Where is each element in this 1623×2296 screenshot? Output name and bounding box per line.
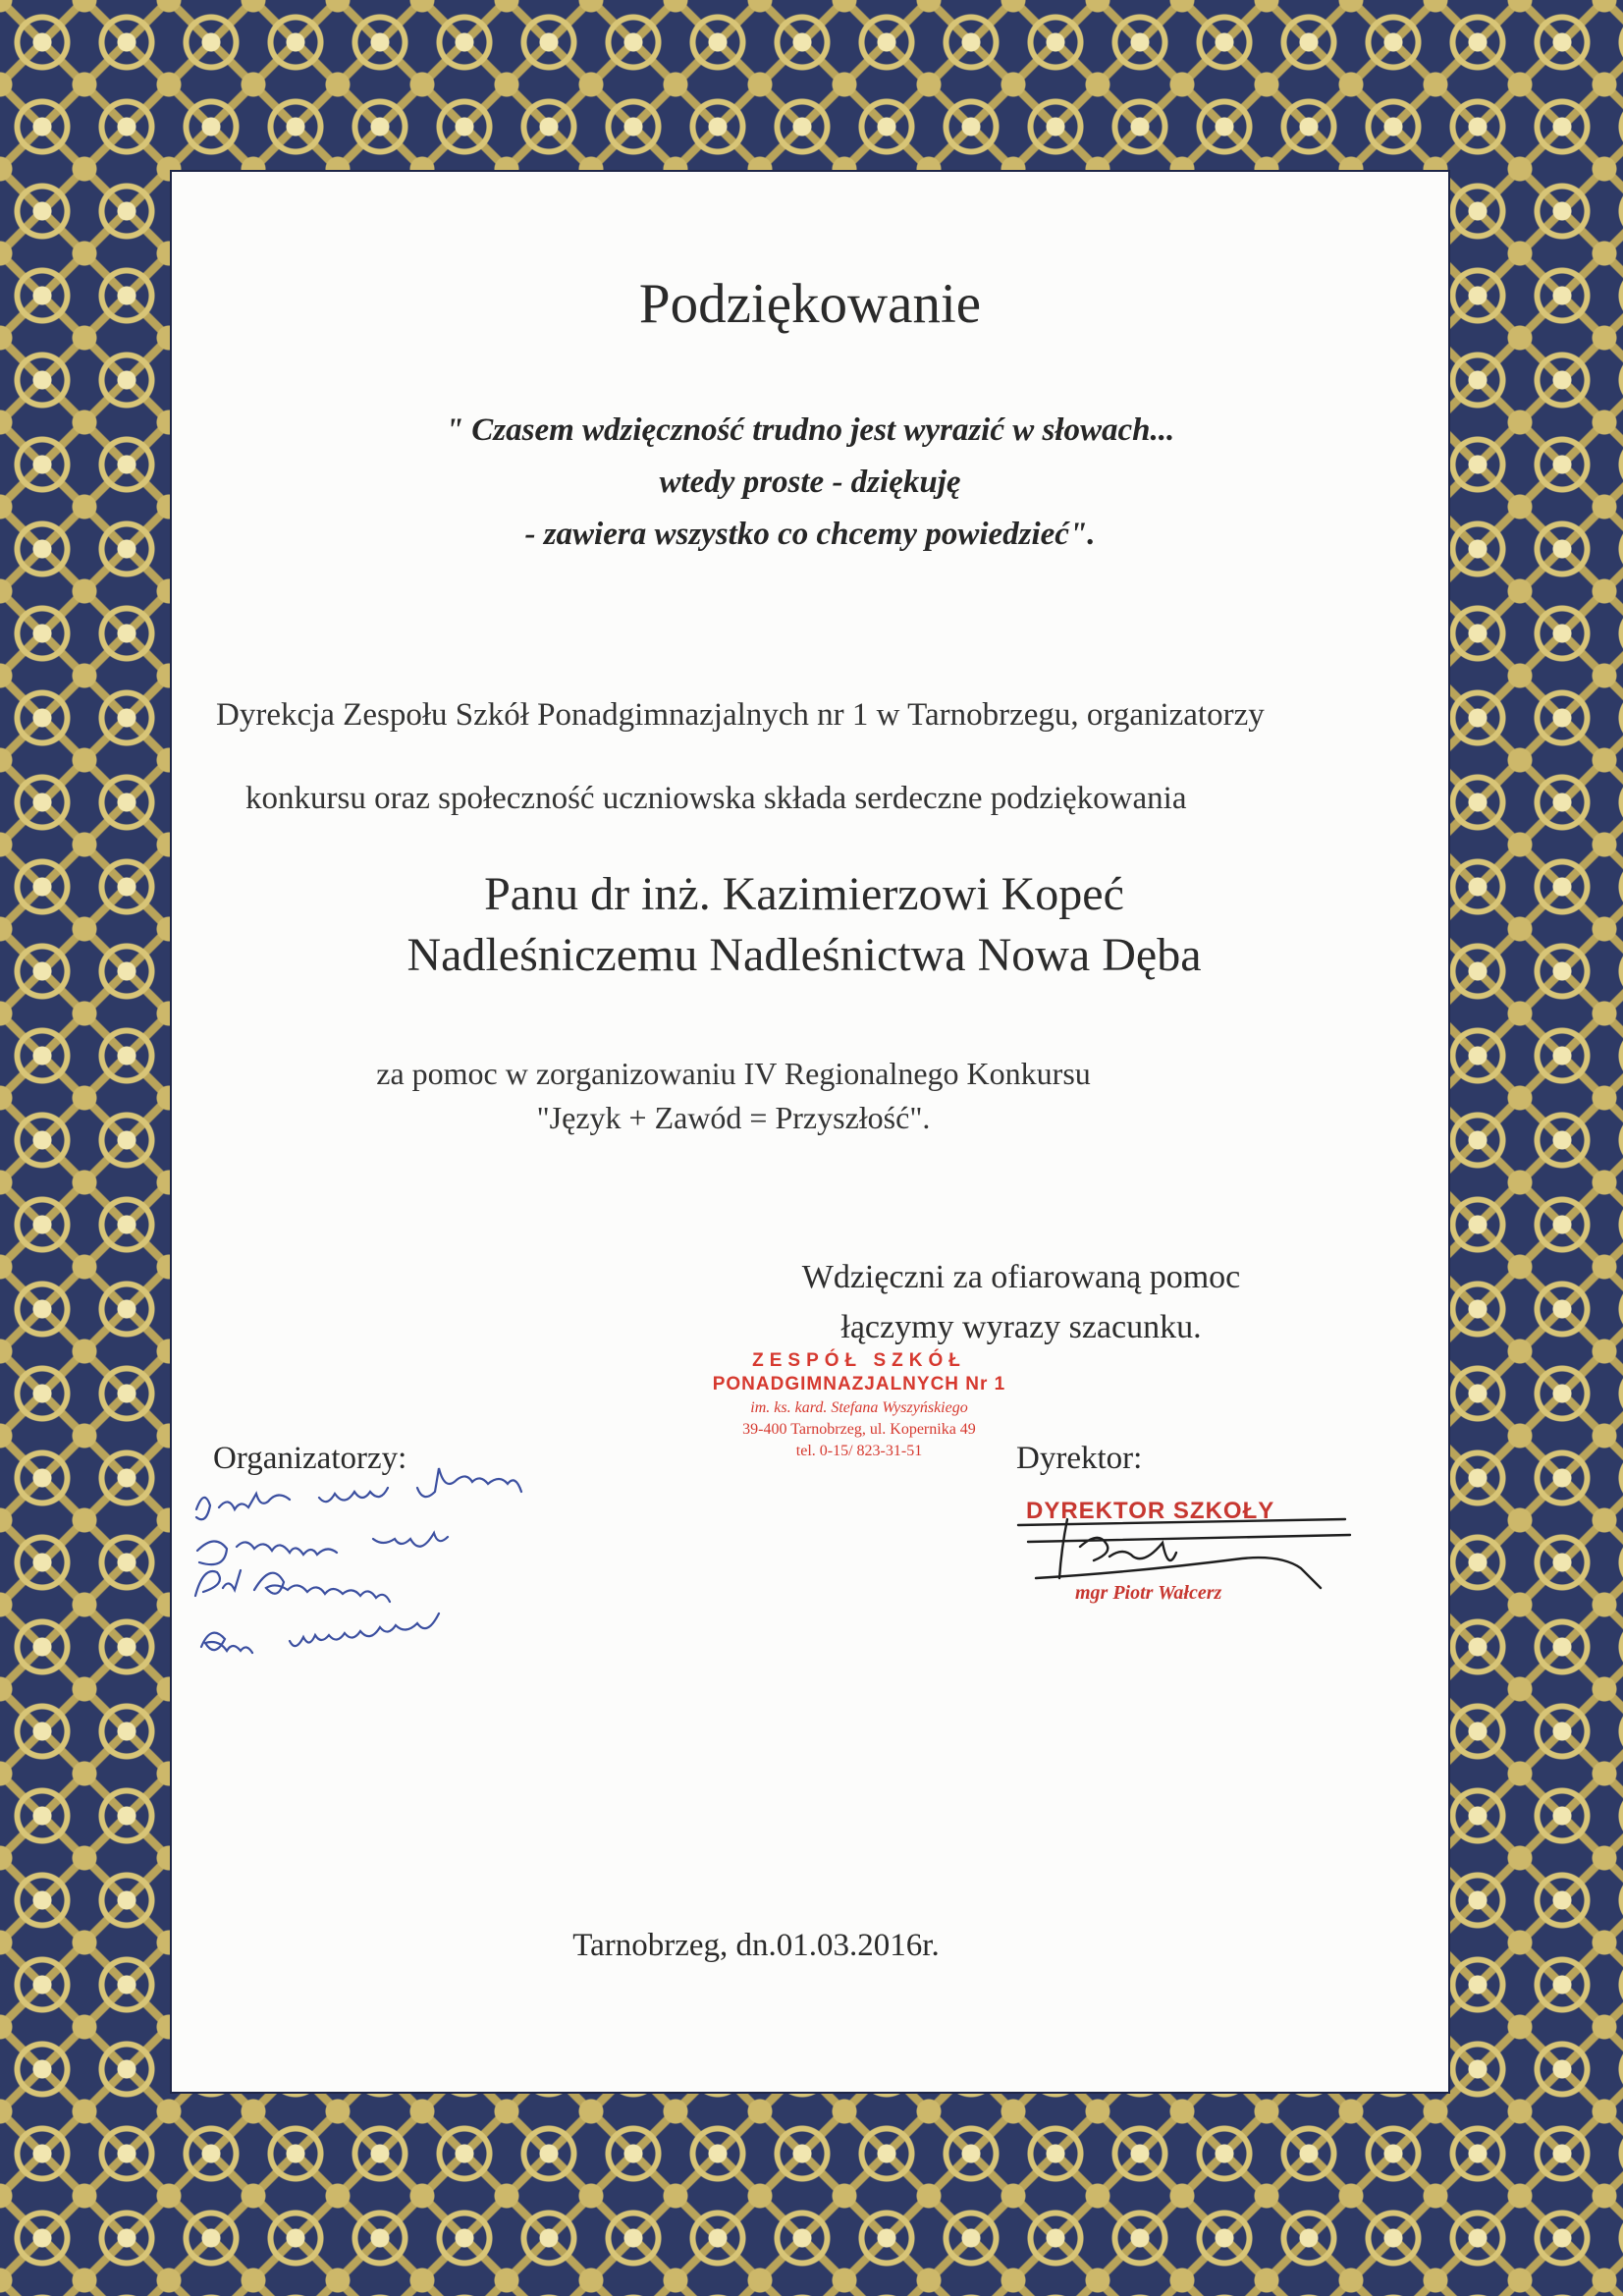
school-stamp — [692, 1350, 1026, 1460]
school-stamp-line: 39-400 Tarnobrzeg, ul. Kopernika 49 — [742, 1421, 976, 1438]
body-line-2: konkursu oraz społeczność uczniowska składa serdeczne podziękowania — [245, 781, 1187, 816]
reason-line-1: za pomoc w zorganizowaniu IV Regionalnego Konkursu — [376, 1056, 1091, 1091]
date-line: Tarnobrzeg, dn.01.03.2016r. — [572, 1928, 940, 1963]
reason-line-2: "Język + Zawód = Przyszłość". — [536, 1100, 931, 1135]
certificate-page — [172, 172, 1448, 2092]
recipient-name: Panu dr inż. Kazimierzowi Kopeć — [484, 868, 1124, 920]
organizers-label: Organizatorzy: — [213, 1441, 407, 1476]
page-title: Podziękowanie — [638, 273, 982, 335]
school-stamp-line: ZESPÓŁ SZKÓŁ — [752, 1350, 966, 1371]
quote-line-2: wtedy proste - dziękuję — [659, 465, 961, 500]
organizer-signatures — [195, 1468, 521, 1653]
recipient-position: Nadleśniczemu Nadleśnictwa Nowa Dęba — [406, 929, 1202, 981]
school-stamp-line: im. ks. kard. Stefana Wyszyńskiego — [750, 1399, 968, 1416]
quote-line-3: - zawiera wszystko co chcemy powiedzieć". — [524, 517, 1096, 552]
quote-line-1: " Czasem wdzięczność trudno jest wyrazić w słowach... — [445, 412, 1175, 448]
closing-line-2: łączymy wyrazy szacunku. — [840, 1309, 1202, 1345]
closing-line-1: Wdzięczni za ofiarowaną pomoc — [801, 1259, 1241, 1295]
director-stamp-title: DYREKTOR SZKOŁY — [1026, 1498, 1275, 1524]
director-stamp-name: mgr Piotr Wałcerz — [1075, 1582, 1222, 1604]
director-label: Dyrektor: — [1016, 1441, 1143, 1476]
director-stamp — [1026, 1498, 1380, 1615]
school-stamp-line: tel. 0-15/ 823-31-51 — [795, 1443, 923, 1459]
school-stamp-line: PONADGIMNAZJALNYCH Nr 1 — [712, 1374, 1006, 1394]
signature-2 — [197, 1533, 448, 1564]
signature-3 — [195, 1570, 390, 1602]
body-line-1: Dyrekcja Zespołu Szkół Ponadgimnazjalnych nr 1 w Tarnobrzegu, organizatorzy — [216, 697, 1265, 733]
signature-4 — [201, 1613, 439, 1653]
